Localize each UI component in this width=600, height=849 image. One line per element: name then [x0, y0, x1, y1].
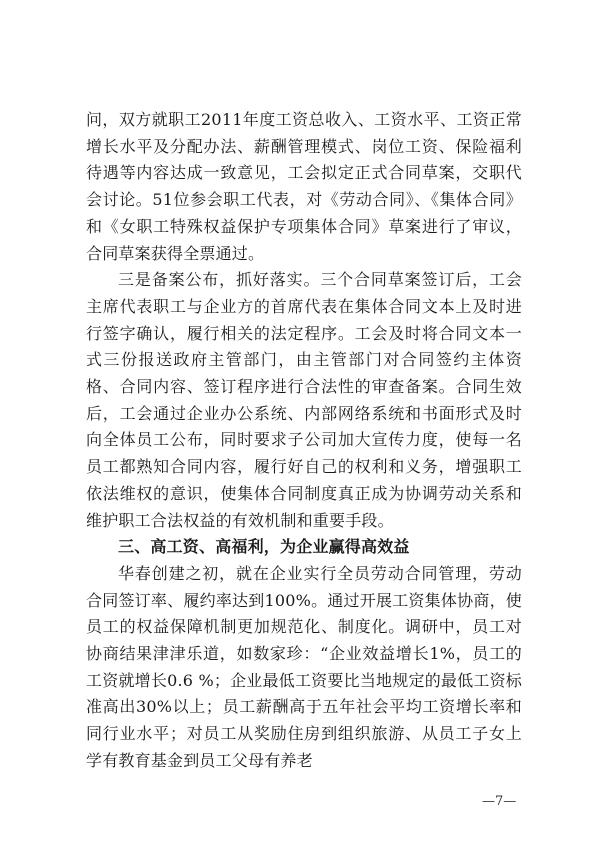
body-text [86, 107, 522, 775]
paragraph-filing: 三是备案公布，抓好落实。三个合同草案签订后，工会主席代表职工与企业方的首席代表在集体合同文本上及时进行签字确认，履行相关的法定程序。工会及时将合同文本一式三份报送政府主管部门，由主管部门对合同签约主体资格、合同内容、签订程序进行合法性的审查备案。合同生效后，工会通过企业办公系统、内部网络系统和书面形式及时向全体员工公布，同时要求子公司加大宣传力度，使每一名员工都熟知合同内容，履行好自己的权利和义务，增强职工依法维权的意识，使集体合同制度真正成为协调劳动关系和维护职工合法权益的有效机制和重要手段。 [86, 270, 522, 530]
page-number: —7— [482, 794, 517, 809]
section-heading: 三、高工资、高福利，为企业赢得高效益 [118, 537, 410, 557]
paragraph-huachun: 华春创建之初，就在企业实行全员劳动合同管理，劳动合同签订率、履约率达到100%。通过开展工资集体协商，使员工的权益保障机制更加规范化、制度化。调研中，员工对协商结果津津乐道，如数家珍：“企业效益增长1%，员工的工资就增长0.6 %；企业最低工资要比当地规定的最低工资标准高出30%以上；员工薪酬高于五年社会平均工资增长率和同行业水平；对员工从奖励住房到组织旅游、从员工子女上学有教育基金到员工父母有养老 [86, 563, 522, 770]
paragraph-continuation: 问，双方就职工2011年度工资总收入、工资水平、工资正常增长水平及分配办法、薪酬管理模式、岗位工资、保险福利待遇等内容达成一致意见，工会拟定正式合同草案，交职代会讨论。51位参会职工代表，对《劳动合同》、《集体合同》和《女职工特殊权益保护专项集体合同》草案进行了审议，合同草案获得全票通过。 [86, 110, 522, 263]
